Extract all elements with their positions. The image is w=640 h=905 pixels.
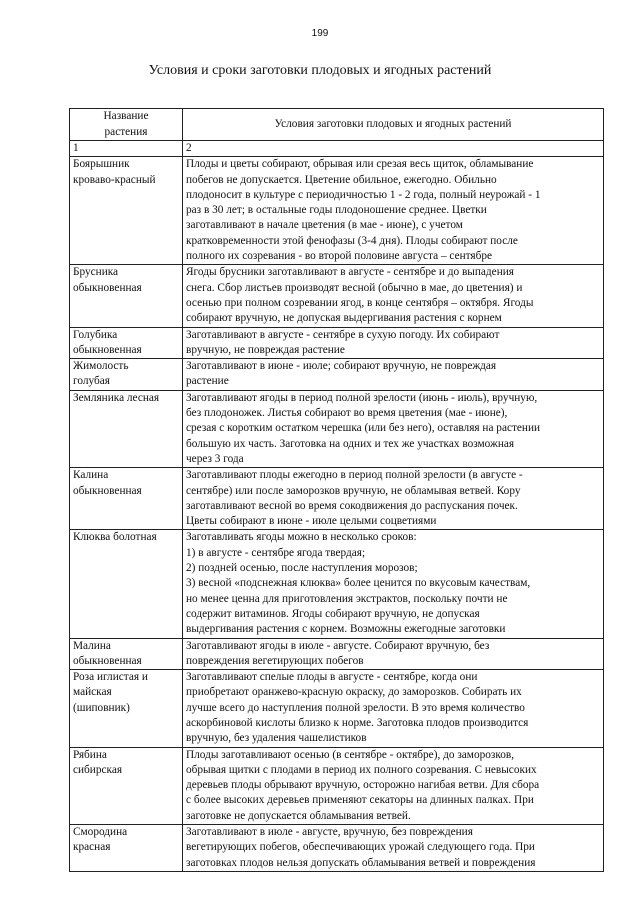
table-row	[70, 327, 604, 359]
table-row	[70, 468, 604, 530]
column-number: 2	[183, 141, 604, 157]
column-header-conditions: Условия заготовки плодовых и ягодных растений	[183, 109, 604, 141]
plant-name: Калина обыкновенная	[70, 468, 183, 530]
harvest-conditions: Заготавливать ягоды можно в несколько сроков: 1) в августе - сентябре ягода твердая; 2) поздней осенью, после наступления морозов; 3) весной «подснежная клюква» более ценится по вкусовым качествам, но менее ценна для приготовления экстрактов, поскольку почти не содержит витаминов. Ягоды собирают вручную, не допуская выдергивания растения с корнем. Возможны ежегодные заготовки	[183, 530, 604, 638]
plant-name: Брусника обыкновенная	[70, 265, 183, 327]
table-row	[70, 747, 604, 824]
plant-name: Роза иглистая и майская (шиповник)	[70, 670, 183, 747]
page-number: 199	[311, 28, 329, 39]
table-header-row	[70, 109, 604, 141]
plant-name: Смородина красная	[70, 825, 183, 872]
table-row	[70, 530, 604, 638]
table-row	[70, 638, 604, 670]
harvest-conditions: Заготавливают в июне - июле; собирают вручную, не повреждая растение	[183, 359, 604, 391]
plant-name: Малина обыкновенная	[70, 638, 183, 670]
plant-name: Рябина сибирская	[70, 747, 183, 824]
plant-name: Земляника лесная	[70, 390, 183, 467]
plant-name: Голубика обыкновенная	[70, 327, 183, 359]
harvest-conditions: Ягоды брусники заготавливают в августе - сентябре и до выпадения снега. Сбор листьев производят весной (обычно в мае, до цветения) и осенью при полном созревании ягод, в конце сентября – октября. Ягоды собирают вручную, не допуская выдергивания растения с корнем	[183, 265, 604, 327]
harvest-conditions: Заготавливают плоды ежегодно в период полной зрелости (в августе - сентябре) или после заморозков вручную, не обламывая ветвей. Кору заготавливают весной во время сокодвижения до распускания почек. Цветы собирают в июне - июле целыми соцветиями	[183, 468, 604, 530]
plant-name: Боярышник кроваво-красный	[70, 157, 183, 265]
table-row	[70, 825, 604, 872]
harvest-conditions: Заготавливают ягоды в июле - августе. Собирают вручную, без повреждения вегетирующих побегов	[183, 638, 604, 670]
harvest-conditions: Плоды заготавливают осенью (в сентябре - октябре), до заморозков, обрывая щитки с плодами в период их полного созревания. С невысоких деревьев плоды обрывают вручную, осторожно нагибая ветви. Для сбора с более высоких деревьев применяют секаторы на длинных палках. При заготовке не допускается обламывания ветвей.	[183, 747, 604, 824]
plant-name: Клюква болотная	[70, 530, 183, 638]
harvest-conditions: Плоды и цветы собирают, обрывая или срезая весь щиток, обламывание побегов не допускается. Цветение обильное, ежегодно. Обильно плодоносит в культуре с периодичностью 1 - 2 года, полный неурожай - 1 раз в 30 лет; в остальные годы плодоношение среднее. Цветки заготавливают в начале цветения (в мае - июне), с учетом кратковременности этой фенофазы (3-4 дня). Плоды собирают после полного их созревания - во второй половине августа – сентябре	[183, 157, 604, 265]
column-number-row	[70, 141, 604, 157]
page-title: Условия и сроки заготовки плодовых и ягодных растений	[148, 63, 492, 78]
harvest-conditions: Заготавливают ягоды в период полной зрелости (июнь - июль), вручную, без плодоножек. Листья собирают во время цветения (мае - июне), срезая с коротким остатком черешка (или без него), оставляя на растении большую их часть. Заготовка на одних и тех же участках возможная через 3 года	[183, 390, 604, 467]
harvest-conditions-table	[69, 108, 604, 872]
table-row	[70, 265, 604, 327]
table-row	[70, 157, 604, 265]
column-header-plant-name: Название растения	[70, 109, 183, 141]
table-row	[70, 390, 604, 467]
harvest-conditions: Заготавливают спелые плоды в августе - сентябре, когда они приобретают оранжево-красную окраску, до заморозков. Собирать их лучше всего до наступления полной зрелости. В это время количество аскорбиновой кислоты близко к норме. Заготовка плодов производится вручную, без удаления чашелистиков	[183, 670, 604, 747]
column-number: 1	[70, 141, 183, 157]
harvest-conditions: Заготавливают в августе - сентябре в сухую погоду. Их собирают вручную, не повреждая растение	[183, 327, 604, 359]
table-row	[70, 670, 604, 747]
plant-name: Жимолость голубая	[70, 359, 183, 391]
table-row	[70, 359, 604, 391]
harvest-conditions: Заготавливают в июле - августе, вручную, без повреждения вегетирующих побегов, обеспечивающих урожай следующего года. При заготовках плодов нельзя допускать обламывания ветвей и повреждения	[183, 825, 604, 872]
